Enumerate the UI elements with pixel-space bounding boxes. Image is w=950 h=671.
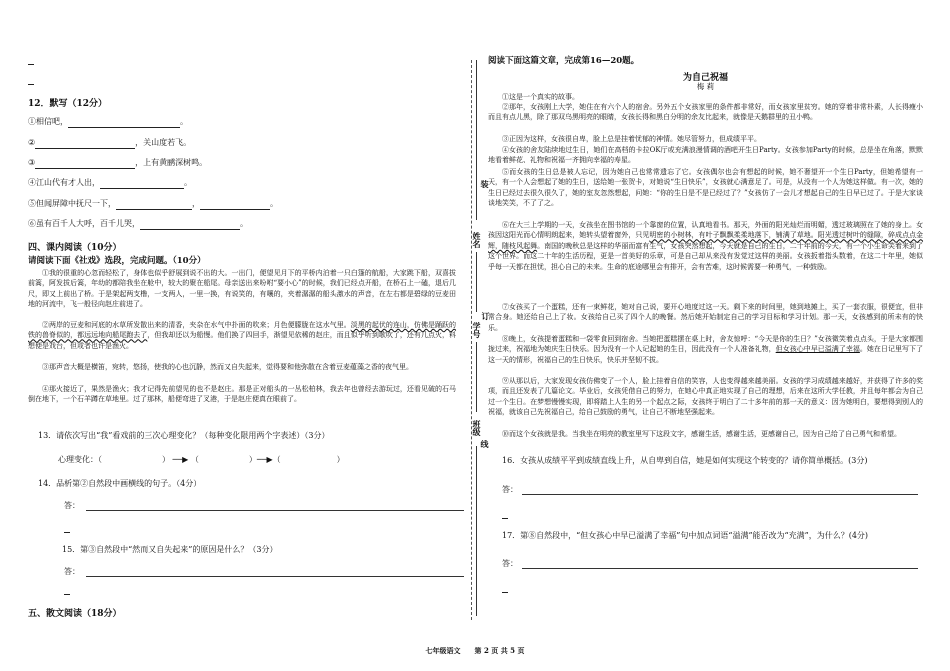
q16-text: 16．女孩从成绩平平到成绩直线上升，从自卑到自信，她是如何实现这个转变的？请你简单概括。(3分) [502, 456, 868, 465]
binding-dashed-line [471, 60, 472, 620]
article-para-4: ④女孩的舍友陆续地过生日，她们在高档的卡拉OK厅或充满浪漫情调的酒吧开生日Party。女孩参加Party的时候，总是坐在角落，默默地看着鲜花、礼物和祝福一齐拥向幸福的寿星。 [488, 146, 923, 165]
name-fill-line[interactable] [476, 252, 477, 312]
binding-rule [476, 60, 477, 220]
answer-blank[interactable] [116, 200, 192, 210]
wavy-underlined-sentence: 淡黑的起伏的连山，仿佛是踊跃的铁的兽脊似的，都远远地向船尾跑去了 [28, 321, 457, 340]
answer-line[interactable] [86, 576, 464, 577]
article-para-10: ⑩而这个女孩就是我。当我坐在明亮的教室里写下这段文字，感谢生活，感谢生活，更感谢自己，因为自己给了自己勇气和希望。 [502, 430, 901, 438]
q12-item-2: ② ，关山度若飞。 [28, 138, 192, 147]
article-para-8: ⑧晚上，女孩提着蛋糕和一袋零食回到宿舍。当她把蛋糕摆在桌上时，舍友惊呼：“今天是你的生日？”女孩微笑着点点头，于是大家都围拢过来，祝福地为她庆生日快乐。因为没有一个人记起她的生日，因此没有一个人准备礼物，但女孩心中早已溢满了幸福。她在日记里写下了这一天的情形，祝福自己的生日快乐，快乐并坚韧不拔。 [488, 335, 924, 364]
answer-label: 答： [502, 485, 518, 494]
seat-label: 学号 [472, 322, 482, 338]
wavy-underlined-sentence: 明密的小树林，有叶子飘飘柔柔地落下，铺满了草地。阳光透过树叶的缝隙，碎成点点金辉，随枝风起舞 [488, 231, 924, 250]
seal-char: 装 [480, 180, 490, 188]
answer-blank[interactable] [35, 139, 135, 149]
answer-blank[interactable] [35, 159, 135, 169]
answer-blank[interactable] [140, 220, 240, 230]
q12-item-3: ③ ，上有黄鹂深树鸣。 [28, 158, 208, 167]
q12-item-1: ①相信吧， 。 [28, 117, 188, 126]
section5-title: 五、散文阅读（18分） [28, 609, 122, 619]
blank-dash [502, 518, 508, 519]
answer-blank[interactable] [100, 179, 184, 189]
q14-text: 14．品析第②自然段中画横线的句子。（4分） [38, 479, 202, 488]
q17-text: 17．第⑧自然段中，“但女孩心中早已溢满了幸福”句中加点词语“溢满”能否改为“充满”，为什么？(4分) [502, 531, 869, 540]
name-label: 姓名 [472, 232, 482, 248]
article-para-6: ⑥在大三上学期的一天，女孩坐在图书馆的一个靠窗的位置，认真地看书。那天，外面的阳光灿烂而明媚，透过玻璃照在了她的身上。女孩因这阳光而心情明朗起来，她转头望着窗外，只见明密的小树林，有叶子飘飘柔柔地落下，铺满了草地。阳光透过树叶的缝隙，碎成点点金辉，随枝风起舞。南国的晚秋总是这样的华丽而富有生气，女孩突然想起，今天就是自己的生日，二十年前的今天，有一个小生命笑着来到了这个世界。而这二十年的生活历程，更是一首美好的乐章，可是自己却从来没有发觉过这样的美丽。女孩扳着指头数着，在这二十年里，她似乎每一天都在担忧，担心自己的未来。生命的底途哪里会有排开，会有苦难，这时候需要一种勇气，一种鼓励。 [488, 221, 924, 271]
q12-item-4: ④江山代有才人出， 。 [28, 178, 192, 187]
q15-text: 15．第③自然段中“然而又自失起来”的原因是什么？（3分） [62, 545, 278, 554]
q12-item-5: ⑤但闻屏障中抚尺一下， ， 。 [28, 199, 278, 208]
article-para-1: ①这是一个真实的故事。 [502, 93, 579, 101]
class-label: 班级 [472, 420, 482, 436]
q12-item-6: ⑥虽有百千人大呼，百千儿哭， 。 [28, 219, 248, 228]
article-para-9: ⑨从那以后，大家发现女孩仿佛变了一个人，脸上挂着自信的笑容，人也变得越来越美丽。女孩的学习成绩越来越好，并获得了许多的奖项，而且还发表了几篇论文。毕业后，女孩凭借自己的努力，在她心中真正地实现了自己的理想，后来在这所大学任教，并且每年都会为自己过一个生日。在梦想慢慢实现，即将踏上人生的另一个起点之际，女孩终于明白了二十多年前的那一天的意义：因为她明白，要想得到别人的祝福，就该自己先祝福自己，给自己鼓励的勇气，让自己不断地坚强起来。 [488, 377, 923, 417]
article-para-3: ③正因为这样，女孩很自卑，脸上总是挂着忧郁的神情。她尽管努力，但成绩平平。 [502, 135, 761, 143]
reading-intro: 请阅读下面《社戏》选段，完成问题。（10分） [28, 256, 206, 266]
passage-para-2: ②两岸的豆麦和河底的水草所发散出来的清香，夹杂在水气中扑面的吹来；月色便朦胧在这水气里。淡黑的起伏的连山，仿佛是踊跃的铁的兽脊似的，都远远地向船尾跑去了，但我却还以为船慢。他们换了四回手，渐望见依稀的赵庄，而且似乎听到歌吹了，还有几点火，料想便是戏台，但或者也许是渔火。 [28, 321, 457, 350]
arrow-icon: ──▶ [256, 455, 273, 464]
reading-intro: 阅读下面这篇文章，完成第16—20题。 [488, 56, 640, 66]
arrow-icon: ──▶ [170, 455, 191, 464]
underlined-sentence: 但女孩心中早已溢满了幸福 [775, 345, 860, 354]
article-para-2: ②那年，女孩刚上大学，她住在有六个人的宿舍。另外五个女孩家里的条件都非常好，而女孩家里贫穷。她的穿着非常朴素，人长得瘦小而且有点儿黑，除了那双乌黑明亮的眼睛，女孩长得和黑白分明的余友比起来，就像是天鹅群里的丑小鸭。 [488, 103, 923, 122]
section4-title: 四、课内阅读（10分） [28, 243, 122, 253]
blank-dash [502, 592, 508, 593]
q12-title: 12．默写（12分） [28, 99, 108, 109]
binding-rule [476, 446, 477, 616]
blank-dash [28, 84, 34, 85]
answer-label: 答： [502, 559, 518, 568]
q13-answer-row[interactable]: 心理变化：（ ） ──▶ （ ）──▶（ ） [58, 455, 345, 464]
passage-para-4: ④那火接近了，果然是渔火；我才记得先前望见的也不是赵庄。那是正对船头的一丛松柏林，我去年也曾经去游玩过，还看见破的石马倒在地下，一个石羊蹲在草地里。过了那林，船便弯进了叉港，于是赵庄便真在眼前了。 [28, 385, 456, 404]
answer-line[interactable] [522, 568, 918, 569]
answer-label: 答： [64, 501, 80, 510]
q13-text: 13．请依次写出“我”看戏前的三次心理变化？（每种变化限用两个字表述）（3分） [38, 431, 330, 440]
page-footer: 七年级语文 第 2 页 共 5 页 [425, 646, 525, 655]
seat-fill-line[interactable] [476, 342, 477, 412]
article-para-7: ⑦女孩买了一个蛋糕，还有一束鲜花，她对自己说，要开心地度过这一天。剩下来的时间里，她到地摊上，买了一套衣服，很便宜，但非常合身。她还给自己上了妆。女孩给自己买了四个人的晚餐。然后她开始制定自己的学习目标和学习计划。那一天，女孩感到前所未有的快乐。 [488, 303, 923, 332]
seal-char: 线 [480, 440, 490, 448]
answer-line[interactable] [522, 494, 918, 495]
blank-dash [28, 64, 34, 65]
blank-dash [64, 594, 70, 595]
answer-label: 答： [64, 567, 80, 576]
seal-char: 订 [481, 312, 491, 320]
blank-dash [64, 532, 70, 533]
article-author: 梅 莉 [696, 82, 715, 91]
article-para-5: ⑤而女孩的生日总是被人忘记，因为她自己也常常遗忘了它。女孩偶尔也会有想起的时候，她不奢望开一个生日Party，但她希望有一天，有一个人会想起了她的生日，送给她一张贺卡，对她说“生日快乐”，女孩就心满意足了。可是，从没有一个人为她这样做。有一次，她的生日已经过去很久很久了，她的室友忽然想起，问她：“你的生日是不是已经过了？”女孩仿了一会儿才想起自己的生日早已过了。于是大家谈谈地笑笑，不了了之。 [488, 168, 923, 208]
passage-para-1: ①我的很重的心忽而轻松了，身体也似乎舒展到说不出的大。一出门，便望见月下的平桥内泊着一只白篷的航船，大家跳下船，双喜拔前篙，阿发拔后篙，年幼的都陪我坐在舱中，较大的聚在船尾。母亲送出来吩咐“要小心”的时候，我们已经点开船，在桥石上一磕，退后几尺，即又上前出了桥。于是架起两支橹，一支两人，一里一换，有说笑的，有嚷的，夹着潺潺的船头激水的声音，在左右都是碧绿的豆麦田地的河流中，飞一般径向赵庄前进了。 [28, 269, 456, 309]
answer-blank[interactable] [68, 118, 180, 128]
answer-line[interactable] [86, 510, 464, 511]
article-title: 为自己祝福 [682, 73, 728, 83]
answer-blank[interactable] [200, 200, 270, 210]
passage-para-3: ③那声音大概是横笛，宛转，悠扬，使我的心也沉静，然而又自失起来，觉得要和他弥散在含着豆麦蕴藻之香的夜气里。 [42, 363, 413, 371]
